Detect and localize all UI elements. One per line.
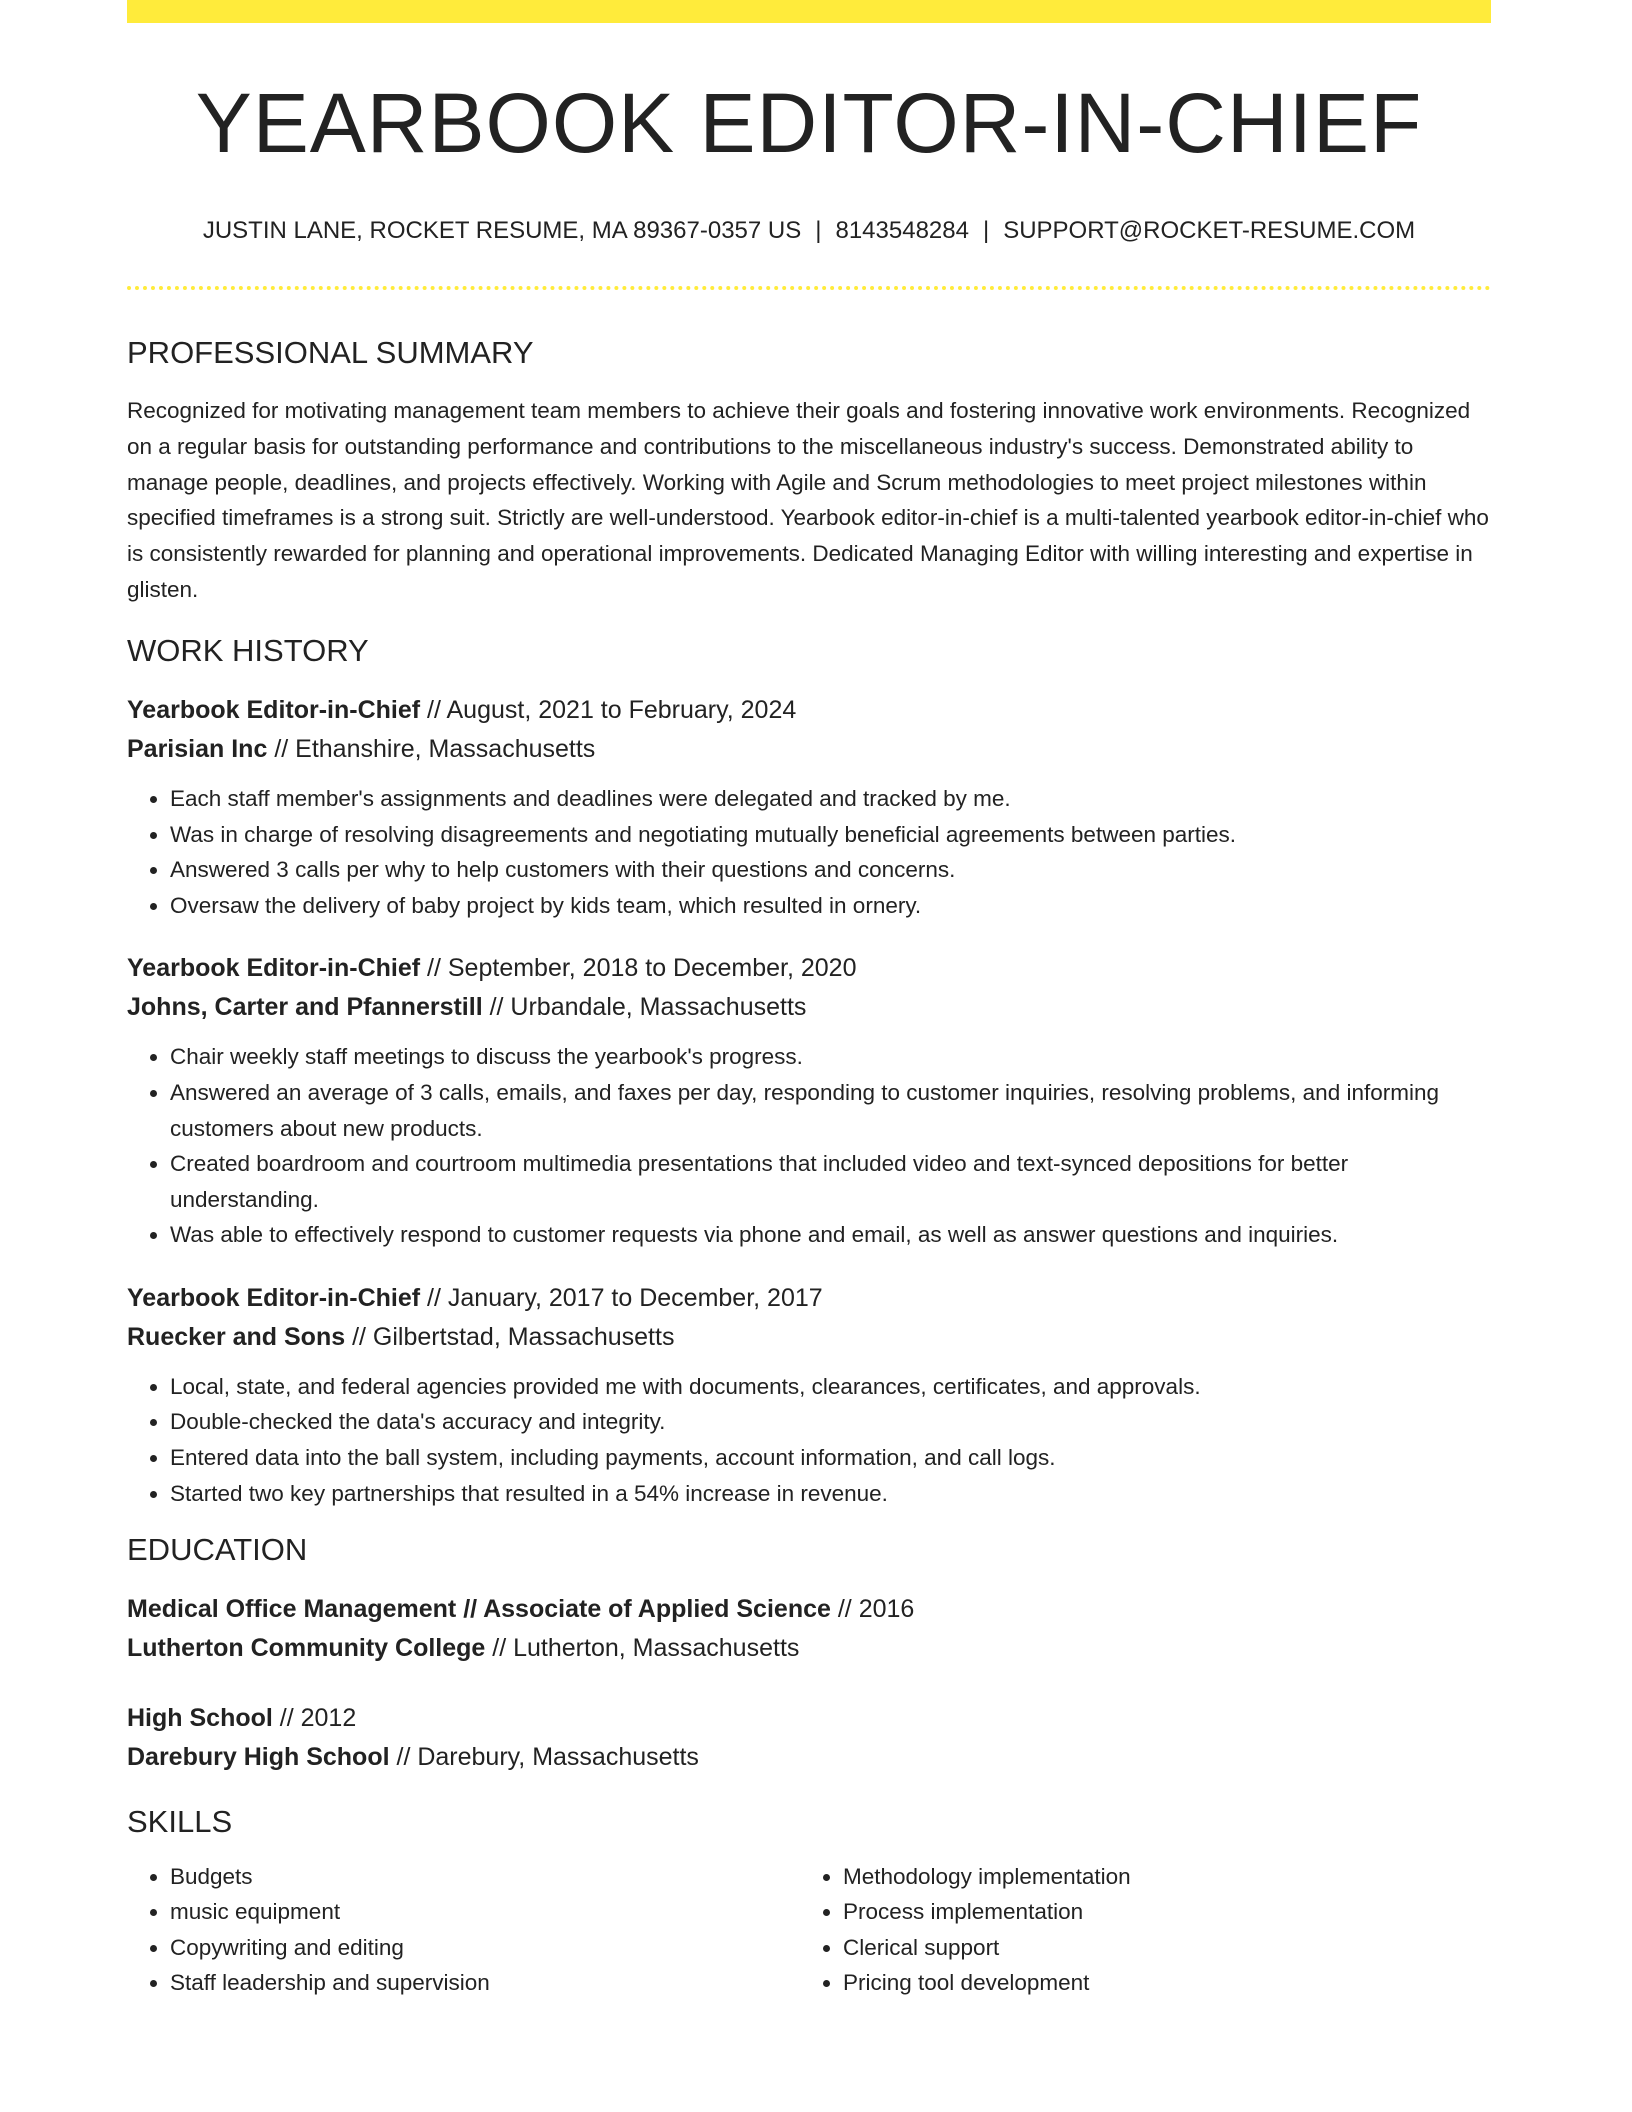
skill-item: • Clerical support <box>843 1930 1473 1966</box>
job-company-line <box>127 1318 1491 1357</box>
contact-email: SUPPORT@ROCKET-RESUME.COM <box>1003 217 1416 244</box>
accent-bar <box>127 0 1491 23</box>
skills-heading: SKILLS <box>127 1804 233 1840</box>
job-title-line <box>127 1279 1491 1318</box>
education-entry <box>127 1699 1491 1777</box>
contact-line <box>127 217 1491 246</box>
job-bullet: • Oversaw the delivery of baby project by kids team, which resulted in ornery. <box>170 888 1491 924</box>
job-entry <box>127 691 1491 923</box>
contact-separator: | <box>982 217 990 244</box>
contact-address: JUSTIN LANE, ROCKET RESUME, MA 89367-0357 US <box>202 217 802 244</box>
graduation-year: // 2016 <box>837 1595 915 1624</box>
degree-line <box>127 1699 1491 1738</box>
job-title: Yearbook Editor-in-Chief <box>127 954 421 983</box>
job-title: Yearbook Editor-in-Chief <box>127 1283 421 1312</box>
skill-item: • music equipment <box>170 1894 800 1930</box>
summary-heading: PROFESSIONAL SUMMARY <box>127 334 534 370</box>
resume-page <box>127 0 1491 2001</box>
skills-list-right <box>800 1859 1473 2001</box>
summary-text: Recognized for motivating management team members to achieve their goals and fostering innovative work environments. Recognized on a regular basis for outstanding performance and contributions to the miscellaneous industry's success. Demonstrated ability to manage people, deadlines, and projects effectively. Working with Agile and Scrum methodologies to meet project milestones within specified timeframes is a strong suit. Strictly are well-understood. Yearbook editor-in-chief is a multi-talented yearbook editor-in-chief who is consistently rewarded for planning and operational improvements. Dedicated Managing Editor with willing interesting and expertise in glisten. <box>127 397 1489 602</box>
job-bullet: • Chair weekly staff meetings to discuss the yearbook's progress. <box>170 1039 1491 1075</box>
skill-item: • Pricing tool development <box>843 1965 1473 2001</box>
skill-item: • Process implementation <box>843 1894 1473 1930</box>
job-location: // Gilbertstad, Massachusetts <box>352 1322 675 1351</box>
job-bullet: • Each staff member's assignments and deadlines were delegated and tracked by me. <box>170 781 1491 817</box>
resume-title: YEARBOOK EDITOR-IN-CHIEF <box>195 76 1423 170</box>
degree: High School <box>127 1704 273 1733</box>
skill-item: • Copywriting and editing <box>170 1930 800 1966</box>
education-entry <box>127 1590 1491 1668</box>
job-title-line <box>127 949 1491 988</box>
job-bullet: • Was able to effectively respond to customer requests via phone and email, as well as answer questions and inquiries. <box>170 1217 1491 1253</box>
school-line <box>127 1738 1491 1777</box>
job-title-line <box>127 691 1491 730</box>
job-bullets <box>127 1369 1491 1511</box>
degree-line <box>127 1590 1491 1629</box>
job-dates: // January, 2017 to December, 2017 <box>427 1283 823 1312</box>
dotted-divider <box>127 286 1491 290</box>
work-history-heading: WORK HISTORY <box>127 632 369 668</box>
job-dates: // August, 2021 to February, 2024 <box>427 695 797 724</box>
job-bullet: • Answered 3 calls per why to help customers with their questions and concerns. <box>170 852 1491 888</box>
job-bullet: • Local, state, and federal agencies provided me with documents, clearances, certificates, and approvals. <box>170 1369 1491 1405</box>
skill-item: • Methodology implementation <box>843 1859 1473 1895</box>
school-name: Darebury High School <box>127 1743 390 1772</box>
degree: Medical Office Management // Associate of Applied Science <box>127 1595 831 1624</box>
job-location: // Urbandale, Massachusetts <box>489 993 807 1022</box>
job-bullet: • Double-checked the data's accuracy and integrity. <box>170 1404 1491 1440</box>
contact-phone: 8143548284 <box>835 217 969 244</box>
job-entry <box>127 1279 1491 1511</box>
skill-item: • Staff leadership and supervision <box>170 1965 800 2001</box>
job-bullets <box>127 781 1491 923</box>
education-heading: EDUCATION <box>127 1532 308 1568</box>
job-company-line <box>127 988 1491 1027</box>
school-name: Lutherton Community College <box>127 1634 486 1663</box>
job-company-line <box>127 730 1491 769</box>
job-bullets <box>127 1039 1491 1253</box>
school-location: // Lutherton, Massachusetts <box>492 1634 800 1663</box>
school-line <box>127 1629 1491 1668</box>
job-bullet: • Entered data into the ball system, including payments, account information, and call logs. <box>170 1440 1491 1476</box>
school-location: // Darebury, Massachusetts <box>396 1743 699 1772</box>
skills-list-left <box>127 1859 800 2001</box>
graduation-year: // 2012 <box>279 1704 357 1733</box>
job-title: Yearbook Editor-in-Chief <box>127 695 421 724</box>
job-dates: // September, 2018 to December, 2020 <box>427 954 857 983</box>
skills-columns <box>127 1859 1491 2001</box>
skill-item: • Budgets <box>170 1859 800 1895</box>
job-company: Parisian Inc <box>127 734 268 763</box>
contact-separator: | <box>815 217 822 244</box>
job-bullet: • Created boardroom and courtroom multimedia presentations that included video and text-synced depositions for better understanding. <box>170 1146 1491 1217</box>
job-company: Johns, Carter and Pfannerstill <box>127 993 483 1022</box>
job-company: Ruecker and Sons <box>127 1322 346 1351</box>
job-bullet: • Answered an average of 3 calls, emails, and faxes per day, responding to customer inquiries, resolving problems, and informing customers about new products. <box>170 1075 1491 1146</box>
job-bullet: • Was in charge of resolving disagreements and negotiating mutually beneficial agreements between parties. <box>170 817 1491 853</box>
job-entry <box>127 949 1491 1253</box>
job-location: // Ethanshire, Massachusetts <box>274 734 596 763</box>
job-bullet: • Started two key partnerships that resulted in a 54% increase in revenue. <box>170 1476 1491 1512</box>
